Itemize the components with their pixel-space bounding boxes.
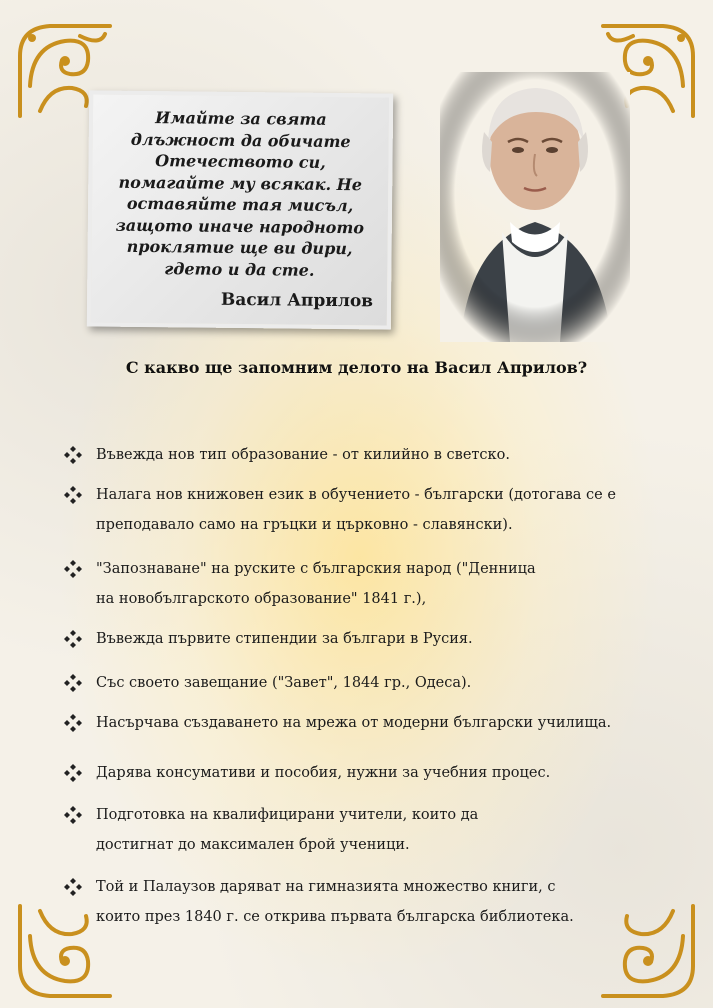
- four-diamond-bullet-icon: [64, 674, 82, 692]
- four-diamond-bullet-icon: [64, 560, 82, 578]
- list-item-text: Със своето завещание ("Завет", 1844 гр., Одеса).: [96, 675, 472, 691]
- four-diamond-bullet-icon: [64, 806, 82, 824]
- list-item-text: "Запознаване" на руските с българския народ ("Денница на новобългарското образование" 1841 г.),: [96, 561, 536, 607]
- quote-text: Имайте за свята длъжност да обичате Отечеството си, помагайте му всякак. Не оставяйте тая мисъл, защото иначе народното проклятие ще ви дири, гдето и да сте.: [115, 108, 365, 280]
- section-heading: С какво ще запомним делото на Васил Априлов?: [125, 358, 588, 377]
- list-item-text: Въвежда първите стипендии за българи в Русия.: [96, 631, 473, 647]
- quote-author: Васил Априлов: [220, 289, 374, 312]
- list-item-text: Въвежда нов тип образование - от килийно в светско.: [96, 447, 510, 463]
- list-item-text: Дарява консумативи и пособия, нужни за учебния процес.: [96, 765, 551, 781]
- four-diamond-bullet-icon: [64, 764, 82, 782]
- list-item-text: Насърчава създаването на мрежа от модерни български училища.: [96, 715, 612, 731]
- list-item-text: Той и Палаузов даряват на гимназията множество книги, с които през 1840 г. се открива първата българска библиотека.: [96, 879, 574, 925]
- four-diamond-bullet-icon: [64, 714, 82, 732]
- four-diamond-bullet-icon: [64, 878, 82, 896]
- list-item-text: Налага нов книжовен език в обучението - български (дотогава се е преподавало само на гръцки и църковно - славянски).: [96, 487, 616, 533]
- four-diamond-bullet-icon: [64, 446, 82, 464]
- portrait-image: [440, 72, 630, 342]
- four-diamond-bullet-icon: [64, 630, 82, 648]
- quote-card: [87, 90, 393, 329]
- list-item-text: Подготовка на квалифицирани учители, които да достигнат до максимален брой ученици.: [96, 807, 479, 853]
- four-diamond-bullet-icon: [64, 486, 82, 504]
